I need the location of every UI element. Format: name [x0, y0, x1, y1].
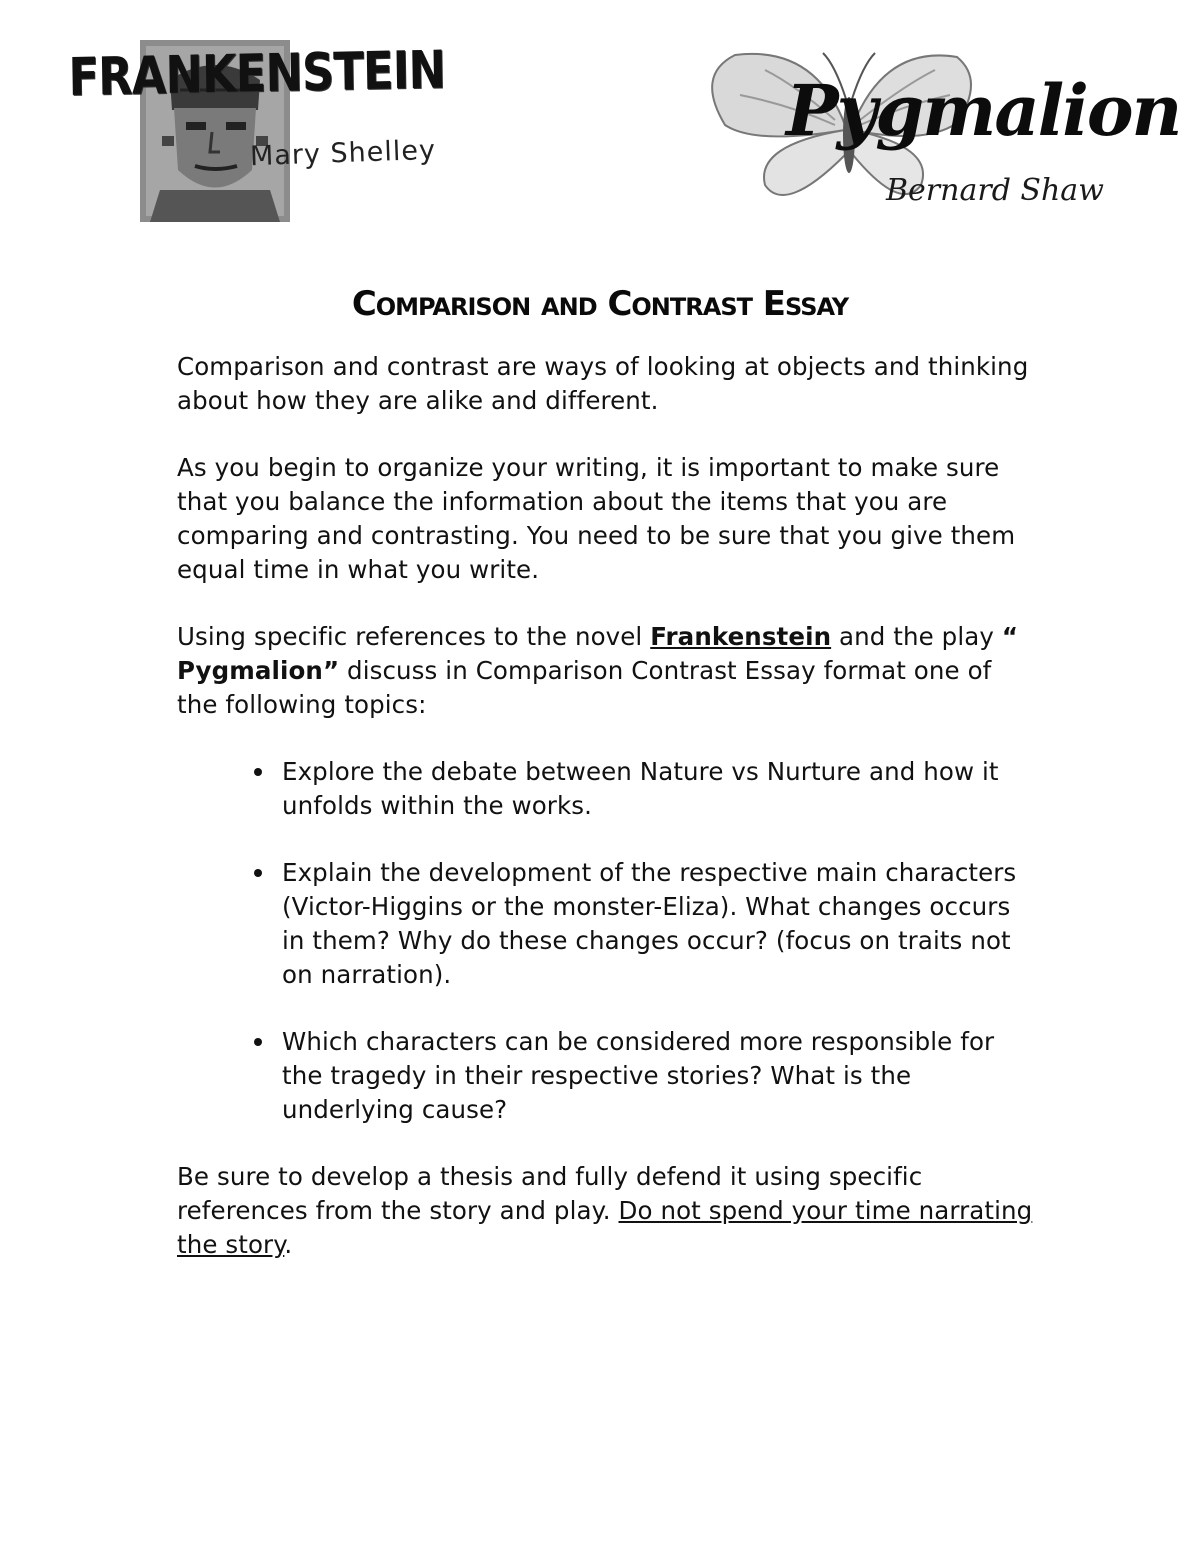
balance-paragraph: As you begin to organize your writing, it is important to make sure that you balance the information about the items that you are comparing and contrasting. You need to be sure that you give them equal time in what you write. [177, 453, 1016, 584]
novel-title: Frankenstein [650, 622, 832, 651]
frankenstein-logo [60, 30, 446, 230]
play-title: “ Pygmalion” [177, 622, 1019, 685]
document-title: Comparison and Contrast Essay [351, 284, 849, 324]
closing-text-1: Be sure to develop a thesis and fully defend it using specific references from the story and play. [177, 1162, 923, 1225]
assignment-text-1: Using specific references to the novel [177, 622, 651, 651]
closing-paragraph [177, 1160, 1037, 1262]
assignment-text-3: discuss in Comparison Contrast Essay format one of the following topics: [177, 656, 992, 719]
topics-list [177, 755, 1037, 1127]
pygmalion-logo-author: Bernard Shaw [886, 173, 1104, 208]
assignment-paragraph [177, 620, 1037, 722]
pygmalion-logo [690, 35, 1181, 225]
assignment-text-2: and the play [831, 622, 1002, 651]
frankenstein-logo-title: FRANKENSTEIN [68, 40, 446, 108]
document-body [177, 350, 1037, 1295]
list-item: Which characters can be considered more responsible for the tragedy in their respective stories? What is the underlying cause? [282, 1025, 1037, 1127]
closing-underlined-text: Do not spend your time narrating the story [177, 1196, 1033, 1259]
intro-paragraph: Comparison and contrast are ways of looking at objects and thinking about how they are alike and different. [177, 352, 1029, 415]
pygmalion-logo-title: Pygmalion [786, 69, 1181, 152]
frankenstein-logo-author: Mary Shelley [249, 134, 437, 173]
list-item: Explain the development of the respective main characters (Victor-Higgins or the monster-Eliza). What changes occurs in them? Why do these changes occur? (focus on traits not on narration). [282, 856, 1037, 992]
closing-text-2: . [284, 1230, 293, 1259]
list-item: Explore the debate between Nature vs Nurture and how it unfolds within the works. [282, 755, 1037, 823]
